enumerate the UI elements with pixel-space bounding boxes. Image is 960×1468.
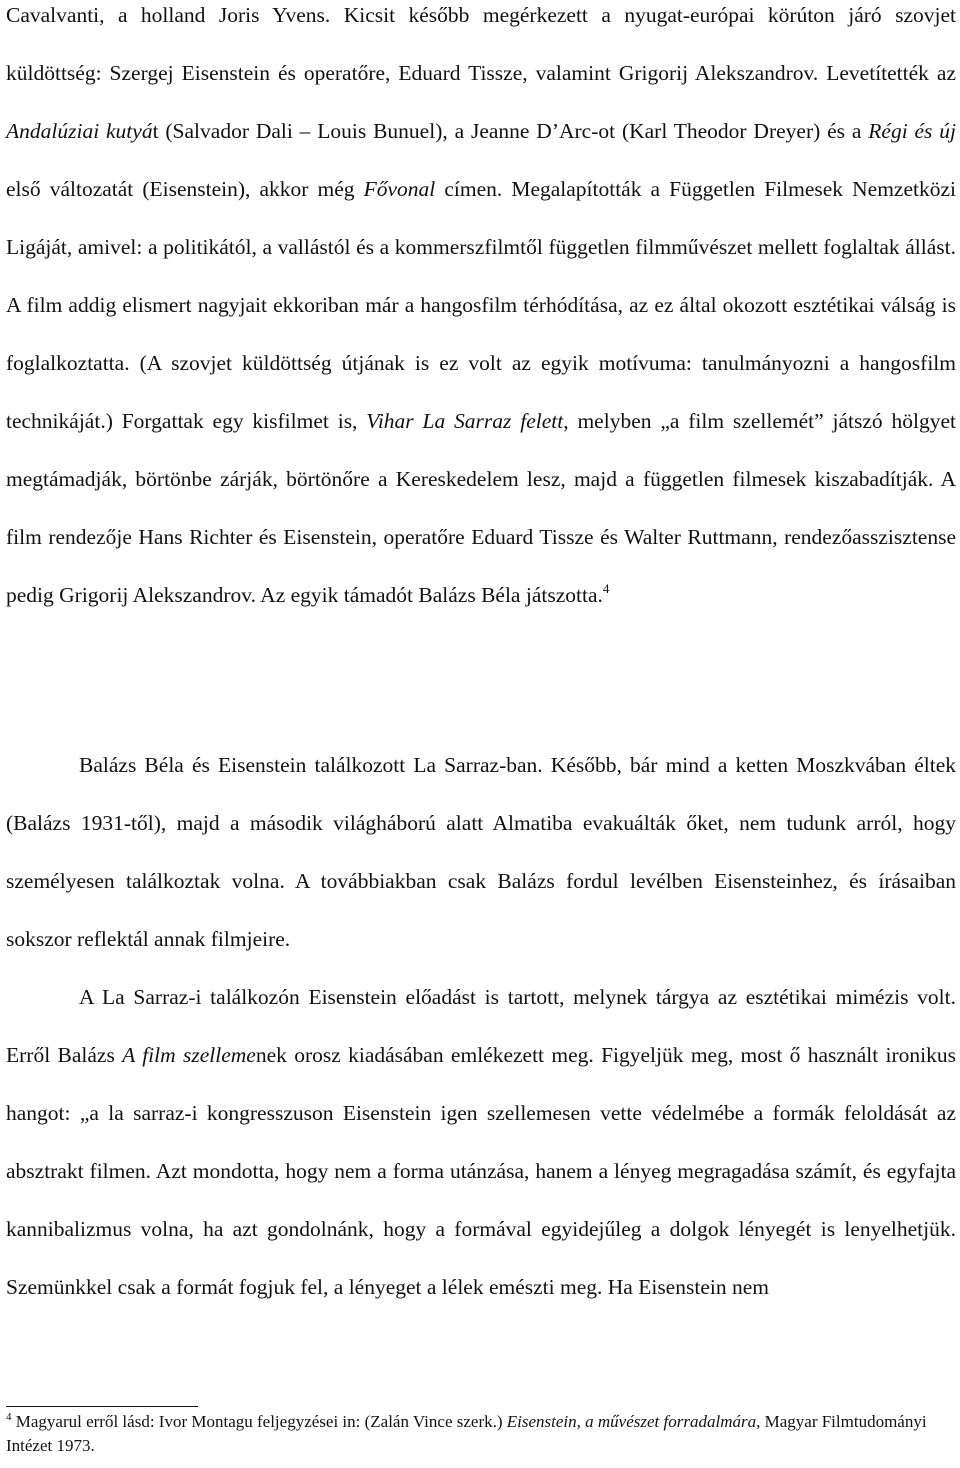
text-run: első változatát (Eisenstein), akkor még — [6, 177, 364, 201]
paragraph-2: Balázs Béla és Eisenstein találkozott La Sarraz-ban. Később, bár mind a ketten Moszkvában éltek (Balázs 1931-től), majd a második világháború alatt Almatiba evakuálták őket, nem tudunk arról, hogy személyesen találkoztak volna. A továbbiakban csak Balázs fordul levélben Eisensteinhez, és írásaiban sokszor reflektál annak filmjeire. — [6, 753, 956, 951]
italic-title-andaluziai-kutya: Andalúziai kutyá — [6, 119, 153, 143]
italic-title-a-film-szelleme: A film szelleme — [122, 1043, 256, 1067]
footnote — [6, 1410, 956, 1458]
footnote-reference[interactable]: 4 — [602, 581, 610, 596]
footnote-separator — [6, 1406, 198, 1407]
footnote-number: 4 — [6, 1411, 12, 1423]
text-run: A La Sarraz-i találkozón Eisenstein előadást is tartott, melynek tárgya az esztétikai mimézis volt. Erről Balázs — [6, 985, 956, 1067]
italic-title-vihar-la-sarraz-felett: Vihar La Sarraz felett — [366, 409, 564, 433]
paragraph-3 — [6, 968, 956, 1316]
footnote-text: , Magyar Filmtudományi Intézet 1973. — [6, 1412, 927, 1455]
footnote-text: Magyarul erről lásd: Ivor Montagu feljegyzései in: (Zalán Vince szerk.) — [11, 1412, 507, 1431]
text-run: , melyben „a film szellemét” játszó hölgyet megtámadják, börtönbe zárják, börtönőre a Kereskedelem lesz, majd a független filmesek kiszabadítják. A film rendezője Hans Richter és Eisenstein, operatőre Eduard Tissze és Walter Ruttmann, rendezőasszisztense pedig Grigorij Alekszandrov. Az egyik támadót Balázs Béla játszotta. — [6, 409, 956, 607]
text-run: t (Salvador Dali – Louis Bunuel), a Jeanne D’Arc-ot (Karl Theodor Dreyer) és a — [152, 119, 869, 143]
text-run: címen. Megalapították a Független Filmesek Nemzetközi Ligáját, amivel: a politikától, a vallástól és a kommerszfilmtől független filmművészet mellett foglaltak állást. A film addig elismert nagyjait ekkoriban már a hangosfilm térhódítása, az ez által okozott esztétikai válság is foglalkoztatta. (A szovjet küldöttség útjának is ez volt az egyik motívuma: tanulmányozni a hangosfilm technikáját.) Forgattak egy kisfilmet is, — [6, 177, 957, 433]
text-run: Cavalvanti, a holland Joris Yvens. Kicsit később megérkezett a nyugat-európai körúton járó szovjet küldöttség: Szergej Eisenstein és operatőre, Eduard Tissze, valamint Grigorij Alekszandrov. Levetítették az — [6, 3, 956, 85]
italic-title-regi-es-uj: Régi és új — [868, 119, 956, 143]
footnote-italic-title: Eisenstein, a művészet forradalmára — [506, 1412, 757, 1431]
paragraph-1 — [6, 0, 956, 624]
text-run: nek orosz kiadásában emlékezett meg. Figyeljük meg, most ő használt ironikus hangot: „a la sarraz-i kongresszuson Eisenstein igen szellemesen vette védelmébe a formák feloldását az absztrakt filmen. Azt mondotta, hogy nem a forma utánzása, hanem a lényeg megragadása számít, és egyfajta kannibalizmus volna, ha azt gondolnánk, hogy a formával egyidejűleg a dolgok lényegét is lenyelhetjük. Szemünkkel csak a formát fogjuk fel, a lényeget a lélek emészti meg. Ha Eisenstein nem — [6, 1043, 956, 1299]
italic-title-fovonal: Fővonal — [363, 177, 436, 201]
